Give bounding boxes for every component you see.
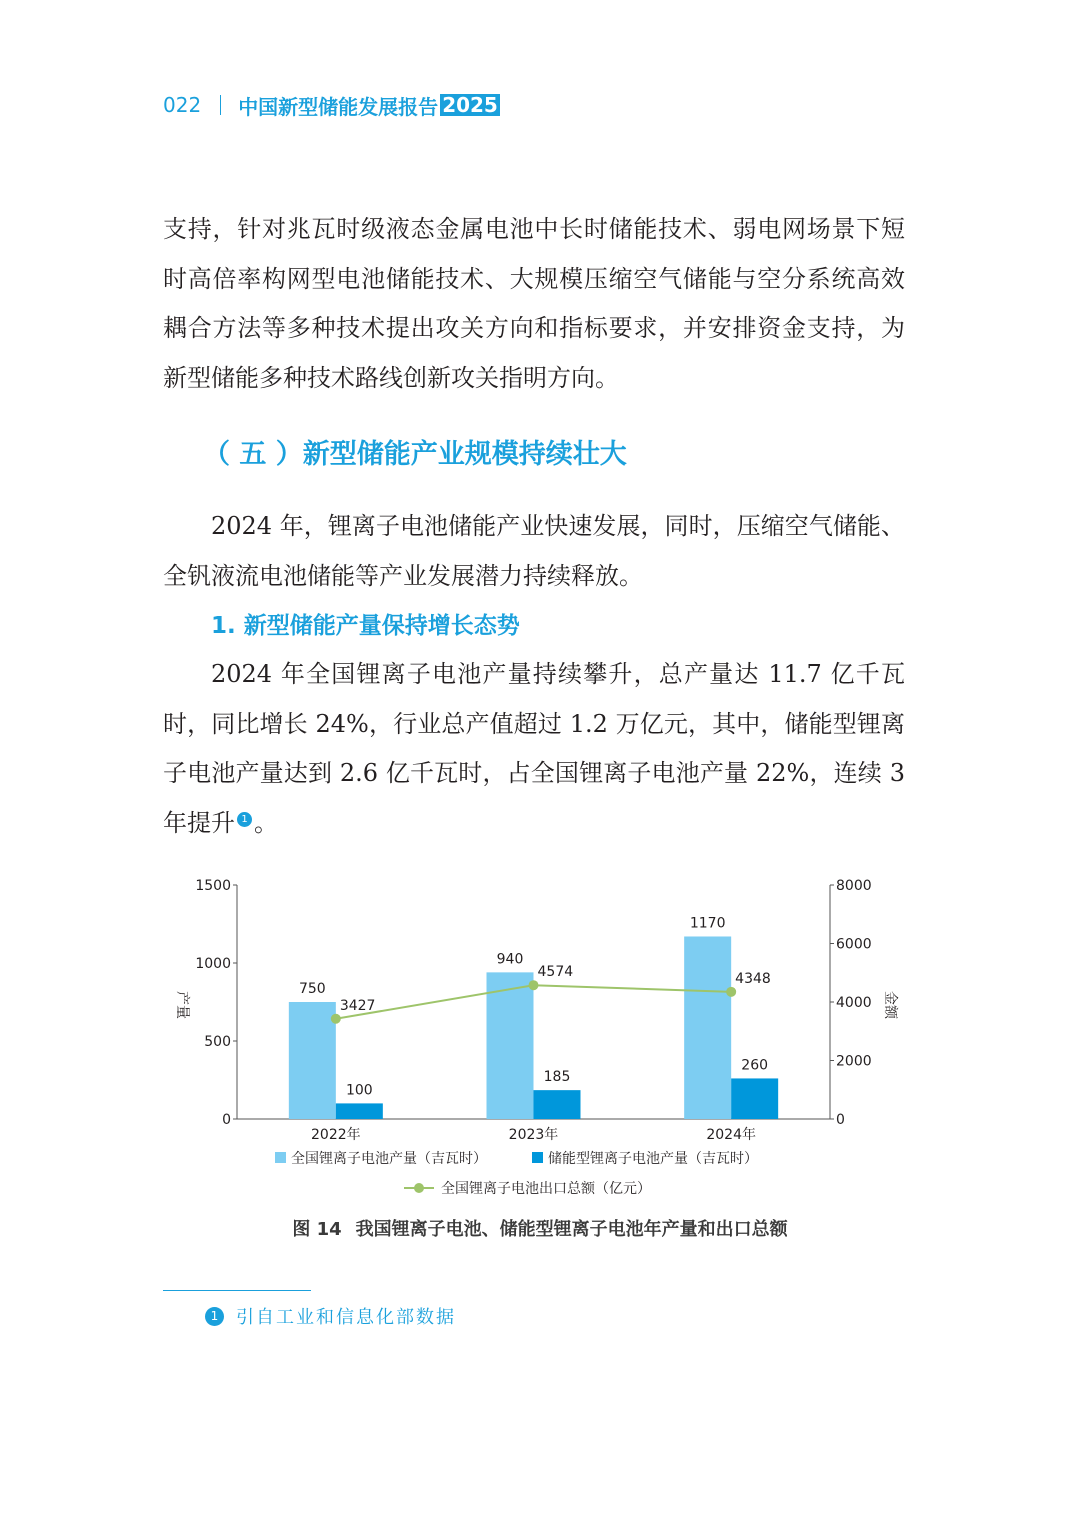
x-tick-label: 2023年 (508, 1127, 559, 1143)
line-point (726, 987, 736, 997)
figure-caption (0, 1215, 1080, 1241)
paragraph-intro: 2024 年，锂离子电池储能产业快速发展，同时，压缩空气储能、全钒液流电池储能等产业发展潜力持续释放。 (163, 512, 905, 590)
legend-label: 全国锂离子电池产量（吉瓦时） (291, 1151, 487, 1167)
right-tick-label: 6000 (836, 936, 872, 953)
figure-caption-text: 我国锂离子电池、储能型锂离子电池年产量和出口总额 (355, 1219, 788, 1240)
bar-value-label: 260 (741, 1057, 769, 1074)
legend-label: 全国锂离子电池出口总额（亿元） (441, 1181, 651, 1197)
report-year: 2025 (442, 93, 498, 117)
legend-label: 储能型锂离子电池产量（吉瓦时） (548, 1151, 758, 1167)
figure-number: 图 14 (292, 1219, 342, 1240)
line-point (331, 1014, 341, 1024)
bar (487, 972, 534, 1119)
footnote-marker: 1 (205, 1307, 224, 1326)
x-tick-label: 2022年 (311, 1127, 361, 1143)
line-value-label: 4348 (735, 970, 771, 987)
right-tick-label: 8000 (836, 878, 872, 894)
report-title: 中国新型储能发展报告 (238, 94, 439, 119)
header-divider (220, 95, 221, 115)
bar (336, 1103, 383, 1119)
right-axis-title: 金额 (882, 991, 898, 1019)
bar-value-label: 750 (298, 981, 326, 997)
left-tick-label: 1000 (195, 956, 231, 972)
footnote-rule (163, 1290, 311, 1291)
line-point (529, 980, 539, 990)
footnote (205, 1303, 456, 1329)
right-tick-label: 2000 (836, 1053, 872, 1070)
paragraph-production-end: 。 (254, 808, 278, 837)
paragraph-production (163, 650, 905, 848)
left-tick-label: 500 (204, 1034, 231, 1050)
production-export-chart (0, 860, 1080, 1220)
right-tick-label: 0 (836, 1112, 845, 1128)
left-tick-label: 1500 (195, 878, 231, 894)
running-header (163, 90, 500, 120)
bar (684, 936, 731, 1119)
subsection-heading: 1. 新型储能产量保持增长态势 (211, 613, 520, 639)
footnote-reference[interactable]: 1 (237, 812, 252, 827)
legend-swatch (532, 1152, 543, 1163)
x-tick-label: 2024年 (706, 1127, 756, 1143)
line-value-label: 4574 (537, 964, 574, 981)
section-heading: （ 五 ）新型储能产业规模持续壮大 (203, 439, 627, 470)
bar (731, 1078, 778, 1119)
paragraph-production-text: 2024 年全国锂离子电池产量持续攀升，总产量达 11.7 亿千瓦时，同比增长 24%，行业总产值超过 1.2 万亿元，其中，储能型锂离子电池产量达到 2.6 亿千瓦时，占全国锂离子电池产量 22%，连续 3 年提升 (163, 660, 905, 837)
bar-value-label: 100 (345, 1082, 373, 1099)
bar (534, 1090, 581, 1119)
page-number: 022 (163, 93, 202, 117)
paragraph-continued: 支持，针对兆瓦时级液态金属电池中长时储能技术、弱电网场景下短时高倍率构网型电池储能技术、大规模压缩空气储能与空分系统高效耦合方法等多种技术提出攻关方向和指标要求，并安排资金支持，为新型储能多种技术路线创新攻关指明方向。 (163, 215, 905, 392)
line-value-label: 3427 (339, 997, 376, 1014)
legend-marker (414, 1183, 424, 1193)
left-tick-label: 0 (222, 1112, 231, 1128)
legend-swatch (275, 1152, 286, 1163)
bar (289, 1002, 336, 1119)
bar-value-label: 1170 (689, 915, 726, 932)
bar-value-label: 940 (496, 951, 524, 968)
bar-value-label: 185 (543, 1069, 571, 1086)
right-tick-label: 4000 (836, 995, 872, 1011)
left-axis-title: 产量 (174, 991, 190, 1019)
footnote-text: 引自工业和信息化部数据 (236, 1307, 456, 1328)
